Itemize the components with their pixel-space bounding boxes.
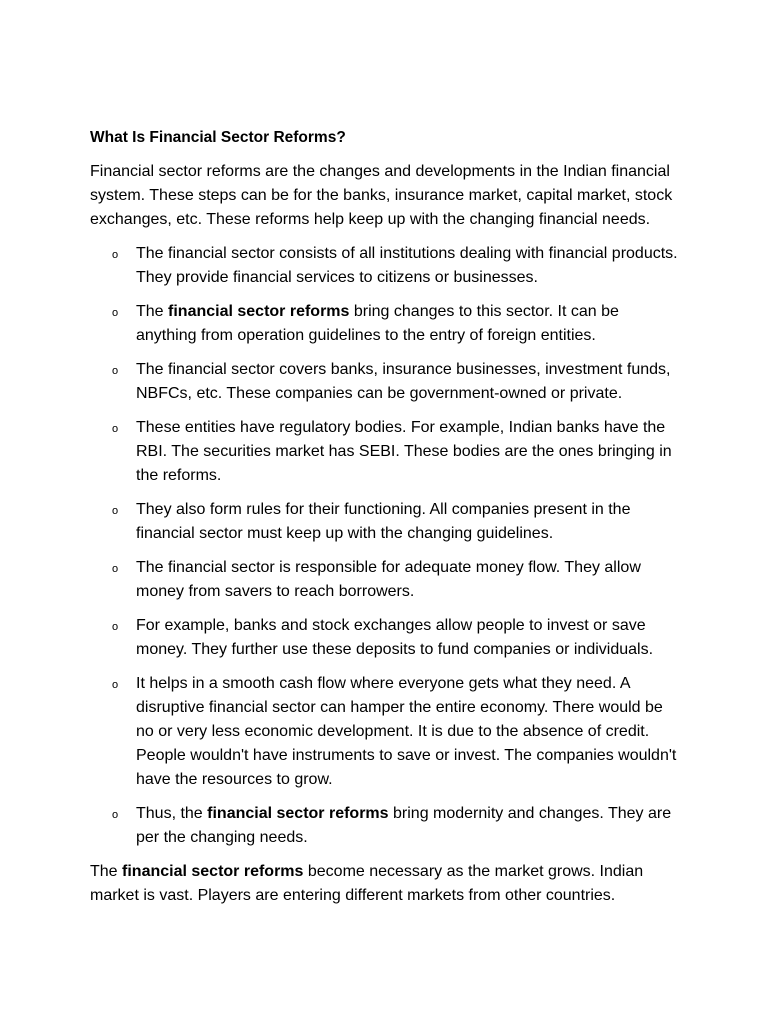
list-item — [90, 614, 680, 662]
document-heading: What Is Financial Sector Reforms? — [90, 129, 346, 146]
bullet-text-after: bring modernity and changes. They are per the changing needs. — [136, 805, 672, 846]
bullet-marker-icon: o — [112, 423, 119, 435]
bullet-marker-icon: o — [112, 679, 119, 691]
bullet-bold-text: financial sector reforms — [168, 303, 350, 320]
closing-paragraph — [90, 860, 680, 908]
bullet-marker-icon: o — [112, 365, 119, 377]
bullet-text: These entities have regulatory bodies. For example, Indian banks have the RBI. The securities market has SEBI. These bodies are the ones bringing in the reforms. — [136, 419, 672, 484]
list-item — [90, 498, 680, 546]
bullet-marker-icon: o — [112, 249, 119, 261]
bullet-text-after: bring changes to this sector. It can be anything from operation guidelines to the entry of foreign entities. — [136, 303, 619, 344]
bullet-marker-icon: o — [112, 621, 119, 633]
bullet-marker-icon: o — [112, 809, 119, 821]
list-item — [90, 416, 680, 488]
list-item — [90, 556, 680, 604]
bullet-text: The financial sector consists of all institutions dealing with financial products. They provide financial services to citizens or businesses. — [136, 245, 678, 286]
list-item — [90, 358, 680, 406]
closing-text-after: become necessary as the market grows. Indian market is vast. Players are entering different markets from other countries. — [90, 863, 644, 904]
bullet-text: Thus, the — [136, 805, 208, 822]
bullet-text: The financial sector is responsible for adequate money flow. They allow money from savers to reach borrowers. — [136, 559, 641, 600]
bullet-text: The — [136, 303, 169, 320]
bullet-text: It helps in a smooth cash flow where everyone gets what they need. A disruptive financial sector can hamper the entire economy. There would be no or very less economic development. It is due to the absence of credit. People wouldn't have instruments to save or invest. The companies wouldn't have the resources to grow. — [136, 675, 677, 788]
bullet-text: For example, banks and stock exchanges allow people to invest or save money. They further use these deposits to fund companies or individuals. — [136, 617, 654, 658]
bullet-text: They also form rules for their functioning. All companies present in the financial sector must keep up with the changing guidelines. — [136, 501, 631, 542]
closing-text: The — [90, 863, 123, 880]
bullet-marker-icon: o — [112, 505, 119, 517]
list-item — [90, 672, 680, 792]
list-item — [90, 242, 680, 290]
intro-paragraph: Financial sector reforms are the changes and developments in the Indian financial system. These steps can be for the banks, insurance market, capital market, stock exchanges, etc. These reforms help keep up with the changing financial needs. — [90, 163, 673, 228]
list-item — [90, 802, 680, 850]
bullet-bold-text: financial sector reforms — [207, 805, 389, 822]
closing-bold-text: financial sector reforms — [122, 863, 304, 880]
document-page — [90, 126, 680, 908]
bullet-text: The financial sector covers banks, insurance businesses, investment funds, NBFCs, etc. These companies can be government-owned or private. — [136, 361, 671, 402]
bullet-marker-icon: o — [112, 563, 119, 575]
bullet-list — [90, 242, 680, 850]
list-item — [90, 300, 680, 348]
bullet-marker-icon: o — [112, 307, 119, 319]
